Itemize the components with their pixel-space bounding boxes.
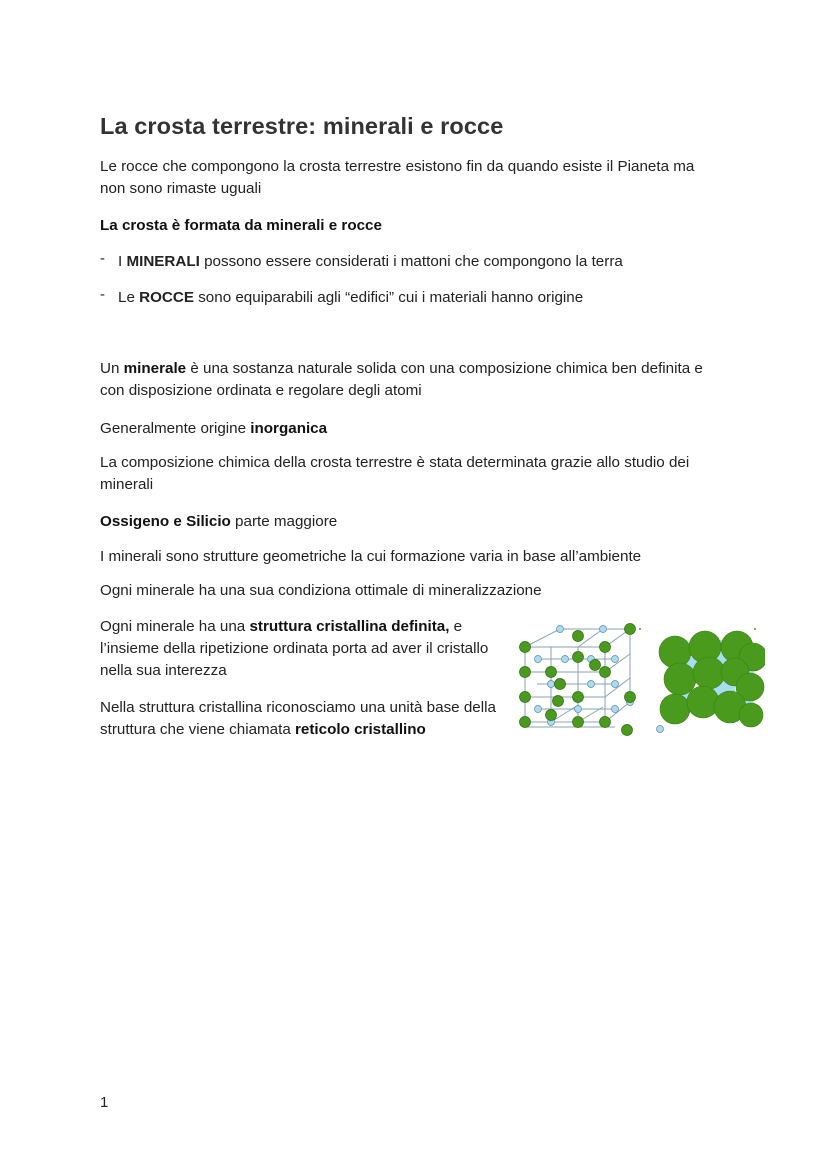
bullet-text [118,287,583,309]
lattice-paragraph [100,697,505,741]
bullet-rest: possono essere considerati i mattoni che compongono la terra [199,253,623,270]
page-number: 1 [100,1094,109,1111]
crystal-paragraph [100,616,505,682]
condition-line: Ogni minerale ha una sua condiziona ottimale di mineralizzazione [100,582,542,599]
structures-line: I minerali sono strutture geometriche la cui formazione varia in base all’ambiente [100,548,642,565]
text-run: e l’insieme della ripetizione ordinata porta ad aver il cristallo nella sua interezza [100,618,489,679]
keyword: inorganica [250,420,328,437]
bullet-dash: - [100,286,105,303]
text-run: Nella struttura cristallina riconosciamo una unità base della struttura che viene chiamata [100,699,496,738]
keyword: reticolo cristallino [295,721,426,738]
intro-paragraph: Le rocce che compongono la crosta terrestre esistono fin da quando esiste il Pianeta ma non sono rimaste uguali [100,158,695,197]
text-run: parte maggiore [230,513,338,530]
composition-paragraph: La composizione chimica della crosta terrestre è stata determinata grazie allo studio dei minerali [100,454,690,493]
page-title: La crosta terrestre: minerali e rocce [100,113,504,139]
bullet-rest: sono equiparabili agli “edifici” cui i materiali hanno origine [193,289,584,306]
subheading [100,215,382,237]
space-filling-model [659,628,765,727]
text-run: Un [100,360,124,377]
text-run: Ogni minerale ha una [100,618,250,635]
keyword: struttura cristallina definita, [249,618,450,635]
bullet-keyword: ROCCE [139,289,194,306]
elements-line [100,511,337,533]
text-run: è una sostanza naturale solida con una composizione chimica ben definita e con disposizione ordinata e regolare degli atomi [100,360,703,399]
bullet-prefix: Le [118,289,140,306]
bullet-dash: - [100,250,105,267]
keyword: Ossigeno e Silicio [100,513,231,530]
bullet-prefix: I [118,253,127,270]
text-run: Generalmente origine [100,420,251,437]
bullet-keyword: MINERALI [126,253,200,270]
crystal-lattice-figure [515,617,765,745]
lattice-cube-diagram [520,624,664,736]
keyword: minerale [123,360,187,377]
bullet-text [118,251,623,273]
origin-line [100,418,327,440]
subheading-text: La crosta è formata da minerali e rocce [100,217,382,234]
mineral-definition [100,358,715,402]
